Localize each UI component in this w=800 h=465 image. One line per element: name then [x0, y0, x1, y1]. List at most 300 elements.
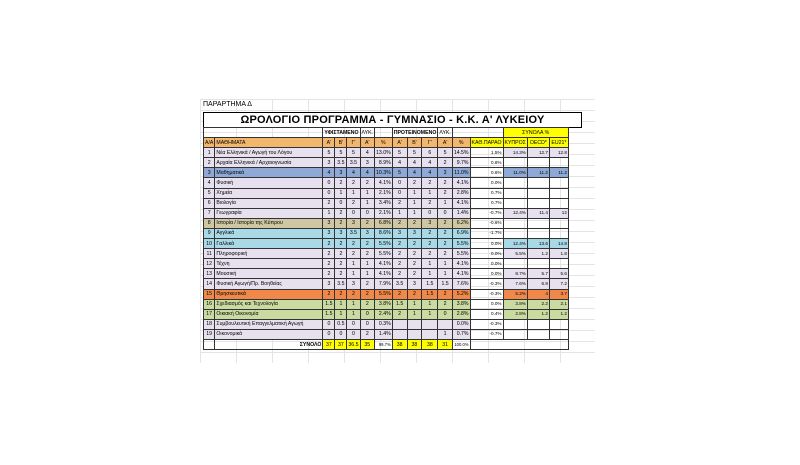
- proposed-percent: 4.1%: [452, 269, 470, 279]
- difference-percent: -0.3%: [470, 319, 503, 329]
- table-row: [204, 289, 569, 299]
- proposed-percent: 2.8%: [452, 188, 470, 198]
- eu21-value: [549, 329, 568, 339]
- column-header: Β': [335, 138, 347, 148]
- existing-percent: 3.8%: [375, 299, 393, 309]
- proposed-hours: 1: [422, 299, 438, 309]
- existing-hours: 3: [347, 279, 360, 289]
- oecd-value: [527, 188, 549, 198]
- table-row: [204, 299, 569, 309]
- column-header: ΜΑΘΗΜΑΤΑ: [215, 138, 323, 148]
- column-header: Γ': [422, 138, 438, 148]
- row-number: 2: [204, 158, 215, 168]
- row-number: 5: [204, 188, 215, 198]
- total-existing-hours: 36.5: [347, 339, 360, 349]
- difference-percent: -0.3%: [470, 279, 503, 289]
- proposed-percent: 0.0%: [452, 319, 470, 329]
- existing-hours: 1: [347, 259, 360, 269]
- existing-percent: 10.3%: [375, 168, 393, 178]
- totals-group-header: ΣΥΝΟΛΑ %: [503, 128, 568, 138]
- proposed-hours: 2: [422, 228, 438, 238]
- existing-hours: 2: [360, 289, 374, 299]
- cyprus-percent: 2.8%: [503, 309, 527, 319]
- existing-hours: 3: [360, 158, 374, 168]
- existing-hours: 5: [323, 148, 335, 158]
- table-row: [204, 269, 569, 279]
- table-row: [204, 148, 569, 158]
- difference-percent: 0.0%: [470, 299, 503, 309]
- row-number: 1: [204, 148, 215, 158]
- difference-percent: -0.7%: [470, 329, 503, 339]
- blank-cell: [470, 339, 568, 349]
- oecd-value: 2.2: [527, 299, 549, 309]
- difference-percent: -0.3%: [470, 289, 503, 299]
- existing-percent: 0.3%: [375, 319, 393, 329]
- subject-name: Γεωγραφία: [215, 208, 323, 218]
- proposed-hours: 2: [407, 259, 422, 269]
- table-row: [204, 249, 569, 259]
- proposed-hours: 2: [438, 249, 452, 259]
- oecd-value: 12.7: [527, 148, 549, 158]
- difference-percent: 0.0%: [470, 249, 503, 259]
- existing-hours: 4: [323, 168, 335, 178]
- proposed-hours: 0: [422, 208, 438, 218]
- proposed-hours: 1: [422, 188, 438, 198]
- total-row: [204, 339, 569, 349]
- proposed-hours: 2: [422, 239, 438, 249]
- column-header-row: [204, 138, 569, 148]
- cyprus-percent: 8.7%: [503, 269, 527, 279]
- existing-hours: 0: [347, 208, 360, 218]
- existing-percent: 8.6%: [375, 228, 393, 238]
- existing-hours: 1: [347, 269, 360, 279]
- eu21-value: 1.8: [549, 249, 568, 259]
- proposed-hours: 1: [407, 188, 422, 198]
- existing-hours: 2: [347, 178, 360, 188]
- existing-hours: 1: [360, 269, 374, 279]
- proposed-hours: 6: [422, 148, 438, 158]
- existing-hours: 2: [360, 249, 374, 259]
- difference-percent: 0.0%: [470, 259, 503, 269]
- existing-hours: 2: [335, 249, 347, 259]
- eu21-value: 14.8: [549, 239, 568, 249]
- proposed-hours: 5: [407, 148, 422, 158]
- subject-name: Ιστορία / Ιστορία της Κύπρου: [215, 218, 323, 228]
- column-header: ΚΑΘ.ΠΑΡΑΟ: [470, 138, 503, 148]
- difference-percent: 0.0%: [470, 239, 503, 249]
- column-header: %: [452, 138, 470, 148]
- proposed-hours: 3: [392, 228, 407, 238]
- existing-percent: 3.4%: [375, 198, 393, 208]
- existing-hours: 2: [360, 279, 374, 289]
- column-header: Α': [438, 138, 452, 148]
- cyprus-percent: 12.4%: [503, 208, 527, 218]
- difference-percent: 0.0%: [470, 269, 503, 279]
- table-row: [204, 208, 569, 218]
- existing-hours: 0: [335, 329, 347, 339]
- proposed-hours: 4: [407, 168, 422, 178]
- existing-hours: 3.5: [335, 279, 347, 289]
- existing-hours: 1: [360, 188, 374, 198]
- existing-hours: 0: [323, 319, 335, 329]
- subject-name: Οικιακή Οικονομία: [215, 309, 323, 319]
- proposed-hours: 3: [407, 228, 422, 238]
- existing-hours: 1: [347, 309, 360, 319]
- proposed-hours: 5: [392, 148, 407, 158]
- proposed-hours: 1: [407, 208, 422, 218]
- cyprus-percent: [503, 158, 527, 168]
- proposed-group-header: ΠΡΟΤΕΙΝΟΜΕΝΟ: [392, 128, 438, 138]
- blank-cell: [452, 128, 503, 138]
- total-existing-hours: 35: [360, 339, 374, 349]
- oecd-value: 5.7: [527, 269, 549, 279]
- existing-hours: 1.5: [323, 309, 335, 319]
- timetable-grid: [203, 127, 569, 350]
- existing-percent: 5.5%: [375, 289, 393, 299]
- oecd-value: [527, 178, 549, 188]
- proposed-hours: 2: [407, 178, 422, 188]
- existing-hours: 0: [360, 208, 374, 218]
- proposed-hours: 5: [392, 168, 407, 178]
- proposed-hours: 1.5: [422, 279, 438, 289]
- existing-hours: 2: [360, 239, 374, 249]
- column-header: OECD*: [527, 138, 549, 148]
- proposed-hours: 1: [422, 269, 438, 279]
- proposed-hours: 0: [392, 178, 407, 188]
- column-header: %: [375, 138, 393, 148]
- proposed-percent: 14.5%: [452, 148, 470, 158]
- existing-hours: 0: [323, 329, 335, 339]
- difference-percent: 0.7%: [470, 198, 503, 208]
- existing-percent: 2.1%: [375, 188, 393, 198]
- existing-hours: 0: [347, 319, 360, 329]
- proposed-hours: 2: [438, 228, 452, 238]
- proposed-hours: 1: [438, 269, 452, 279]
- existing-percent: 8.9%: [375, 158, 393, 168]
- row-number: 18: [204, 319, 215, 329]
- proposed-hours: 2: [438, 299, 452, 309]
- proposed-hours: 0: [438, 208, 452, 218]
- existing-percent: 5.5%: [375, 249, 393, 259]
- proposed-hours: 4: [422, 158, 438, 168]
- row-number: 8: [204, 218, 215, 228]
- proposed-hours: 2: [407, 269, 422, 279]
- proposed-hours: 2: [422, 249, 438, 259]
- existing-hours: 2: [360, 299, 374, 309]
- existing-hours: 2: [323, 198, 335, 208]
- existing-hours: 2: [347, 239, 360, 249]
- existing-hours: 0: [360, 309, 374, 319]
- proposed-percent: 4.1%: [452, 198, 470, 208]
- cyprus-percent: [503, 178, 527, 188]
- row-number: 15: [204, 289, 215, 299]
- cyprus-percent: 14.3%: [503, 148, 527, 158]
- total-proposed-percent: 100.0%: [452, 339, 470, 349]
- cyprus-percent: 3.8%: [503, 299, 527, 309]
- existing-hours: 2: [335, 269, 347, 279]
- existing-hours: 0: [335, 198, 347, 208]
- cyprus-percent: [503, 218, 527, 228]
- total-existing-hours: 37: [335, 339, 347, 349]
- subject-name: Μουσική: [215, 269, 323, 279]
- column-header: Β': [407, 138, 422, 148]
- existing-percent: 2.4%: [375, 309, 393, 319]
- eu21-value: 11.2: [549, 168, 568, 178]
- oecd-value: 13.6: [527, 239, 549, 249]
- difference-percent: 0.4%: [470, 309, 503, 319]
- cyprus-percent: 5.5%: [503, 249, 527, 259]
- proposed-hours: 3.5: [392, 279, 407, 289]
- existing-hours: 0.5: [335, 319, 347, 329]
- existing-hours: 2: [335, 259, 347, 269]
- row-number: 7: [204, 208, 215, 218]
- table-row: [204, 228, 569, 238]
- eu21-value: 1.2: [549, 309, 568, 319]
- proposed-hours: 1.5: [392, 299, 407, 309]
- eu21-value: 12: [549, 208, 568, 218]
- subject-name: Αρχαία Ελληνικά / Αρχαιογνωσία: [215, 158, 323, 168]
- difference-percent: 0.8%: [470, 158, 503, 168]
- proposed-percent: 11.0%: [452, 168, 470, 178]
- proposed-percent: 4.1%: [452, 178, 470, 188]
- difference-percent: -0.7%: [470, 208, 503, 218]
- eu21-value: [549, 218, 568, 228]
- table-row: [204, 178, 569, 188]
- blank-cell: [204, 128, 323, 138]
- proposed-hours: [422, 319, 438, 329]
- existing-hours: 1: [335, 188, 347, 198]
- proposed-percent: 5.2%: [452, 289, 470, 299]
- column-header: Α': [323, 138, 335, 148]
- row-number: 3: [204, 168, 215, 178]
- existing-percent: 4.1%: [375, 269, 393, 279]
- oecd-value: 1.2: [527, 249, 549, 259]
- column-header: Α/Α: [204, 138, 215, 148]
- row-number: 14: [204, 279, 215, 289]
- oecd-value: [527, 218, 549, 228]
- subject-name: Γαλλικά: [215, 239, 323, 249]
- existing-hours: 2: [335, 289, 347, 299]
- proposed-hours: 4: [392, 158, 407, 168]
- proposed-percent: 6.9%: [452, 228, 470, 238]
- proposed-hours: [422, 329, 438, 339]
- table-row: [204, 188, 569, 198]
- existing-percent: 4.1%: [375, 178, 393, 188]
- proposed-hours: 1: [438, 259, 452, 269]
- existing-hours: 3: [347, 218, 360, 228]
- total-label: ΣΥΝΟΛΟ: [215, 339, 323, 349]
- existing-hours: 3: [323, 228, 335, 238]
- cyprus-percent: 5.2%: [503, 289, 527, 299]
- column-header: Γ': [347, 138, 360, 148]
- difference-percent: 0.6%: [470, 168, 503, 178]
- existing-hours: 1: [347, 299, 360, 309]
- proposed-hours: 1: [392, 208, 407, 218]
- cyprus-percent: 11.0%: [503, 168, 527, 178]
- existing-hours: 2: [335, 239, 347, 249]
- table-row: [204, 329, 569, 339]
- existing-hours: 4: [360, 148, 374, 158]
- cyprus-percent: [503, 188, 527, 198]
- oecd-value: 1.2: [527, 309, 549, 319]
- proposed-percent: 1.4%: [452, 208, 470, 218]
- existing-hours: 1: [323, 208, 335, 218]
- subject-name: Θρησκευτικά: [215, 289, 323, 299]
- proposed-percent: 2.8%: [452, 309, 470, 319]
- existing-hours: 1: [360, 198, 374, 208]
- existing-hours: 2: [335, 178, 347, 188]
- proposed-hours: 4: [407, 158, 422, 168]
- proposed-percent: 7.6%: [452, 279, 470, 289]
- eu21-value: 12.8: [549, 148, 568, 158]
- existing-hours: 4: [347, 168, 360, 178]
- existing-hours: 3.5: [347, 228, 360, 238]
- oecd-value: [527, 329, 549, 339]
- difference-percent: 1.5%: [470, 148, 503, 158]
- existing-hours: 1: [347, 188, 360, 198]
- proposed-hours: 2: [438, 178, 452, 188]
- difference-percent: -0.6%: [470, 218, 503, 228]
- blank-cell: [204, 339, 215, 349]
- existing-hours: 5: [335, 148, 347, 158]
- existing-percent: 4.1%: [375, 259, 393, 269]
- proposed-hours: 2: [438, 289, 452, 299]
- eu21-value: [549, 188, 568, 198]
- existing-hours: 2: [347, 249, 360, 259]
- existing-hours: 3.5: [335, 158, 347, 168]
- existing-percent: 2.1%: [375, 208, 393, 218]
- cyprus-percent: 7.6%: [503, 279, 527, 289]
- subject-name: Αγγλικά: [215, 228, 323, 238]
- proposed-hours: 2: [392, 259, 407, 269]
- difference-percent: 0.0%: [470, 178, 503, 188]
- row-number: 13: [204, 269, 215, 279]
- proposed-hours: 2: [438, 239, 452, 249]
- subject-name: Φυσική: [215, 178, 323, 188]
- proposed-hours: 2: [407, 239, 422, 249]
- eu21-value: 7.2: [549, 279, 568, 289]
- proposed-hours: 3: [407, 279, 422, 289]
- table-row: [204, 168, 569, 178]
- cyprus-percent: [503, 319, 527, 329]
- existing-percent: 13.0%: [375, 148, 393, 158]
- subject-name: Χημεία: [215, 188, 323, 198]
- cyprus-percent: 12.4%: [503, 239, 527, 249]
- cyprus-percent: [503, 228, 527, 238]
- column-header: Α': [392, 138, 407, 148]
- cyprus-percent: [503, 259, 527, 269]
- row-number: 11: [204, 249, 215, 259]
- existing-hours: 2: [347, 198, 360, 208]
- proposed-hours: 1: [438, 329, 452, 339]
- row-number: 10: [204, 239, 215, 249]
- annex-label: ΠΑΡΑΡΤΗΜΑ Δ: [203, 101, 252, 108]
- existing-percent: 1.4%: [375, 329, 393, 339]
- column-header: EU21*: [549, 138, 568, 148]
- existing-hours: 3: [335, 228, 347, 238]
- proposed-lyk-header: ΛΥΚ.: [438, 128, 452, 138]
- proposed-hours: 1: [407, 309, 422, 319]
- proposed-hours: 2: [438, 188, 452, 198]
- existing-hours: 0: [323, 178, 335, 188]
- proposed-hours: 1: [407, 198, 422, 208]
- total-proposed-hours: 38: [407, 339, 422, 349]
- proposed-hours: 1: [438, 198, 452, 208]
- proposed-hours: [438, 319, 452, 329]
- proposed-percent: 5.5%: [452, 249, 470, 259]
- proposed-hours: [407, 329, 422, 339]
- total-proposed-hours: 31: [438, 339, 452, 349]
- group-header-row: [204, 128, 569, 138]
- proposed-hours: 2: [392, 218, 407, 228]
- existing-hours: 2: [323, 289, 335, 299]
- proposed-percent: 6.2%: [452, 218, 470, 228]
- existing-hours: 5: [347, 148, 360, 158]
- cyprus-percent: [503, 198, 527, 208]
- existing-hours: 0: [360, 319, 374, 329]
- existing-hours: 2: [360, 178, 374, 188]
- existing-hours: 1.5: [323, 299, 335, 309]
- row-number: 19: [204, 329, 215, 339]
- subject-name: Νέα Ελληνικά / Αγωγή του Λόγου: [215, 148, 323, 158]
- existing-percent: 6.8%: [375, 218, 393, 228]
- table-row: [204, 309, 569, 319]
- proposed-hours: 1: [422, 259, 438, 269]
- row-number: 12: [204, 259, 215, 269]
- existing-hours: 2: [360, 329, 374, 339]
- existing-hours: 3: [323, 158, 335, 168]
- proposed-hours: 1: [422, 309, 438, 319]
- existing-hours: 4: [360, 168, 374, 178]
- existing-hours: 3: [335, 168, 347, 178]
- existing-hours: 1: [360, 259, 374, 269]
- subject-name: Φυσική Αγωγή/Πρ. Βοηθείας: [215, 279, 323, 289]
- subject-name: Πληροφορική: [215, 249, 323, 259]
- existing-hours: 0: [347, 329, 360, 339]
- subject-name: Βιολογία: [215, 198, 323, 208]
- eu21-value: [549, 319, 568, 329]
- proposed-percent: 0.7%: [452, 329, 470, 339]
- proposed-hours: [392, 329, 407, 339]
- existing-hours: 2: [323, 239, 335, 249]
- table-row: [204, 158, 569, 168]
- proposed-hours: 2: [407, 289, 422, 299]
- column-header: Α': [360, 138, 374, 148]
- row-number: 6: [204, 198, 215, 208]
- oecd-value: 6.9: [527, 279, 549, 289]
- existing-group-header: ΥΦΙΣΤΑΜΕΝΟ: [323, 128, 360, 138]
- proposed-hours: 0: [392, 188, 407, 198]
- table-row: [204, 319, 569, 329]
- subject-name: Σχεδιασμός και Τεχνολογία: [215, 299, 323, 309]
- existing-hours: 0: [323, 188, 335, 198]
- eu21-value: [549, 228, 568, 238]
- oecd-value: [527, 228, 549, 238]
- existing-hours: 3.5: [347, 158, 360, 168]
- proposed-hours: 2: [422, 198, 438, 208]
- cyprus-percent: [503, 329, 527, 339]
- existing-hours: 2: [335, 218, 347, 228]
- existing-hours: 3: [360, 228, 374, 238]
- proposed-hours: 2: [438, 158, 452, 168]
- table-title: ΩΡΟΛΟΓΙΟ ΠΡΟΓΡΑΜΜΑ - ΓΥΜΝΑΣΙΟ - Κ.Κ. Α' ΛΥΚΕΙΟΥ: [203, 112, 582, 128]
- total-existing-percent: 99.7%: [375, 339, 393, 349]
- subject-name: Συμβουλευτική Επαγγελματική Αγωγή: [215, 319, 323, 329]
- proposed-hours: 1: [407, 299, 422, 309]
- existing-percent: 7.9%: [375, 279, 393, 289]
- table-row: [204, 218, 569, 228]
- existing-hours: 3: [323, 218, 335, 228]
